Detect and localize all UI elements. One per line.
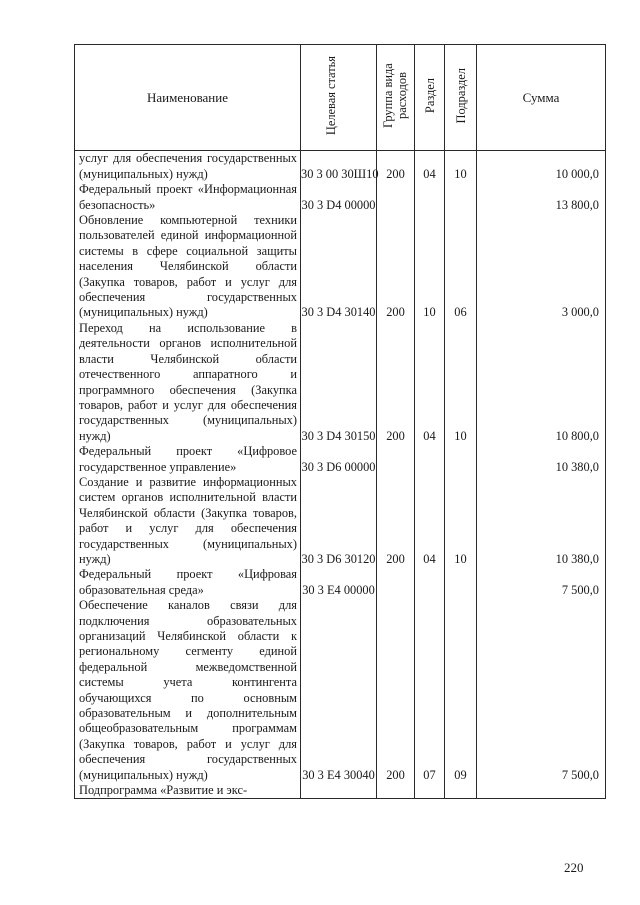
row-name: Обновление компьютерной техники пользователей единой информационной системы в сфере социальной защиты населения Челябинской области (Закупка товаров, работ и услуг для обеспечения государственных (муниципальных) нужд) (75, 213, 301, 321)
row-target: 30 3 E4 00000 (301, 567, 377, 598)
budget-table (74, 44, 606, 799)
row-section (415, 444, 445, 475)
table-row (75, 598, 606, 783)
row-subsection: 10 (445, 475, 477, 567)
row-name: Создание и развитие информационных систем органов исполнительной власти Челябинской области (Закупка товаров, работ и услуг для обеспечения государственных (муниципальных) нужд) (75, 475, 301, 567)
row-subsection (445, 444, 477, 475)
row-section (415, 783, 445, 799)
row-section: 04 (415, 475, 445, 567)
row-group: 200 (377, 321, 415, 444)
table-header-row (75, 45, 606, 151)
row-sum: 13 800,0 (477, 182, 606, 213)
row-subsection: 09 (445, 598, 477, 783)
row-subsection (445, 783, 477, 799)
row-target: 30 3 E4 30040 (301, 598, 377, 783)
row-name: Федеральный проект «Цифровая образовательная среда» (75, 567, 301, 598)
row-sum (477, 783, 606, 799)
row-sum: 10 380,0 (477, 475, 606, 567)
table-row (75, 321, 606, 444)
header-name: Наименование (75, 45, 301, 151)
row-target (301, 783, 377, 799)
table-row (75, 444, 606, 475)
row-section: 04 (415, 321, 445, 444)
row-section: 07 (415, 598, 445, 783)
row-section: 10 (415, 213, 445, 321)
row-name: Федеральный проект «Информационная безопасность» (75, 182, 301, 213)
row-target: 30 3 D6 00000 (301, 444, 377, 475)
row-subsection: 06 (445, 213, 477, 321)
row-group (377, 182, 415, 213)
header-subsection: Подраздел (445, 45, 477, 151)
row-sum: 10 380,0 (477, 444, 606, 475)
table-row (75, 151, 606, 182)
row-name: Переход на использование в деятельности органов исполнительной власти Челябинской области отечественного аппаратного и программного обеспечения (Закупка товаров, работ и услуг для обеспечения государственных (муниципальных) нужд) (75, 321, 301, 444)
row-group: 200 (377, 598, 415, 783)
row-group: 200 (377, 213, 415, 321)
row-sum: 3 000,0 (477, 213, 606, 321)
row-target: 30 3 D4 30150 (301, 321, 377, 444)
row-group: 200 (377, 151, 415, 182)
row-target: 30 3 00 30Ш10 (301, 151, 377, 182)
row-name: Подпрограмма «Развитие и экс- (75, 783, 301, 799)
row-subsection (445, 567, 477, 598)
row-name: Обеспечение каналов связи для подключения образовательных организаций Челябинской области к региональному сегменту единой федеральной межведомственной системы учета контингента обучающихся по основным образовательным и дополнительным общеобразовательным программам (Закупка товаров, работ и услуг для обеспечения государственных (муниципальных) нужд) (75, 598, 301, 783)
table-row (75, 475, 606, 567)
table-row (75, 182, 606, 213)
row-section (415, 182, 445, 213)
row-sum: 10 800,0 (477, 321, 606, 444)
row-section: 04 (415, 151, 445, 182)
row-name: Федеральный проект «Цифровое государственное управление» (75, 444, 301, 475)
row-group (377, 567, 415, 598)
row-target: 30 3 D4 30140 (301, 213, 377, 321)
header-sum: Сумма (477, 45, 606, 151)
row-section (415, 567, 445, 598)
row-sum: 7 500,0 (477, 598, 606, 783)
table-row (75, 213, 606, 321)
header-target-article: Целевая статья (301, 45, 377, 151)
row-subsection: 10 (445, 151, 477, 182)
row-target: 30 3 D6 30120 (301, 475, 377, 567)
row-sum: 7 500,0 (477, 567, 606, 598)
row-target: 30 3 D4 00000 (301, 182, 377, 213)
row-subsection (445, 182, 477, 213)
header-section: Раздел (415, 45, 445, 151)
table-row (75, 567, 606, 598)
row-sum: 10 000,0 (477, 151, 606, 182)
row-group (377, 783, 415, 799)
page-number: 220 (564, 860, 584, 875)
row-group: 200 (377, 475, 415, 567)
row-name: услуг для обеспечения государственных (муниципальных) нужд) (75, 151, 301, 182)
table-row (75, 783, 606, 799)
row-group (377, 444, 415, 475)
header-expense-group: Группа вида расходов (377, 45, 415, 151)
row-subsection: 10 (445, 321, 477, 444)
